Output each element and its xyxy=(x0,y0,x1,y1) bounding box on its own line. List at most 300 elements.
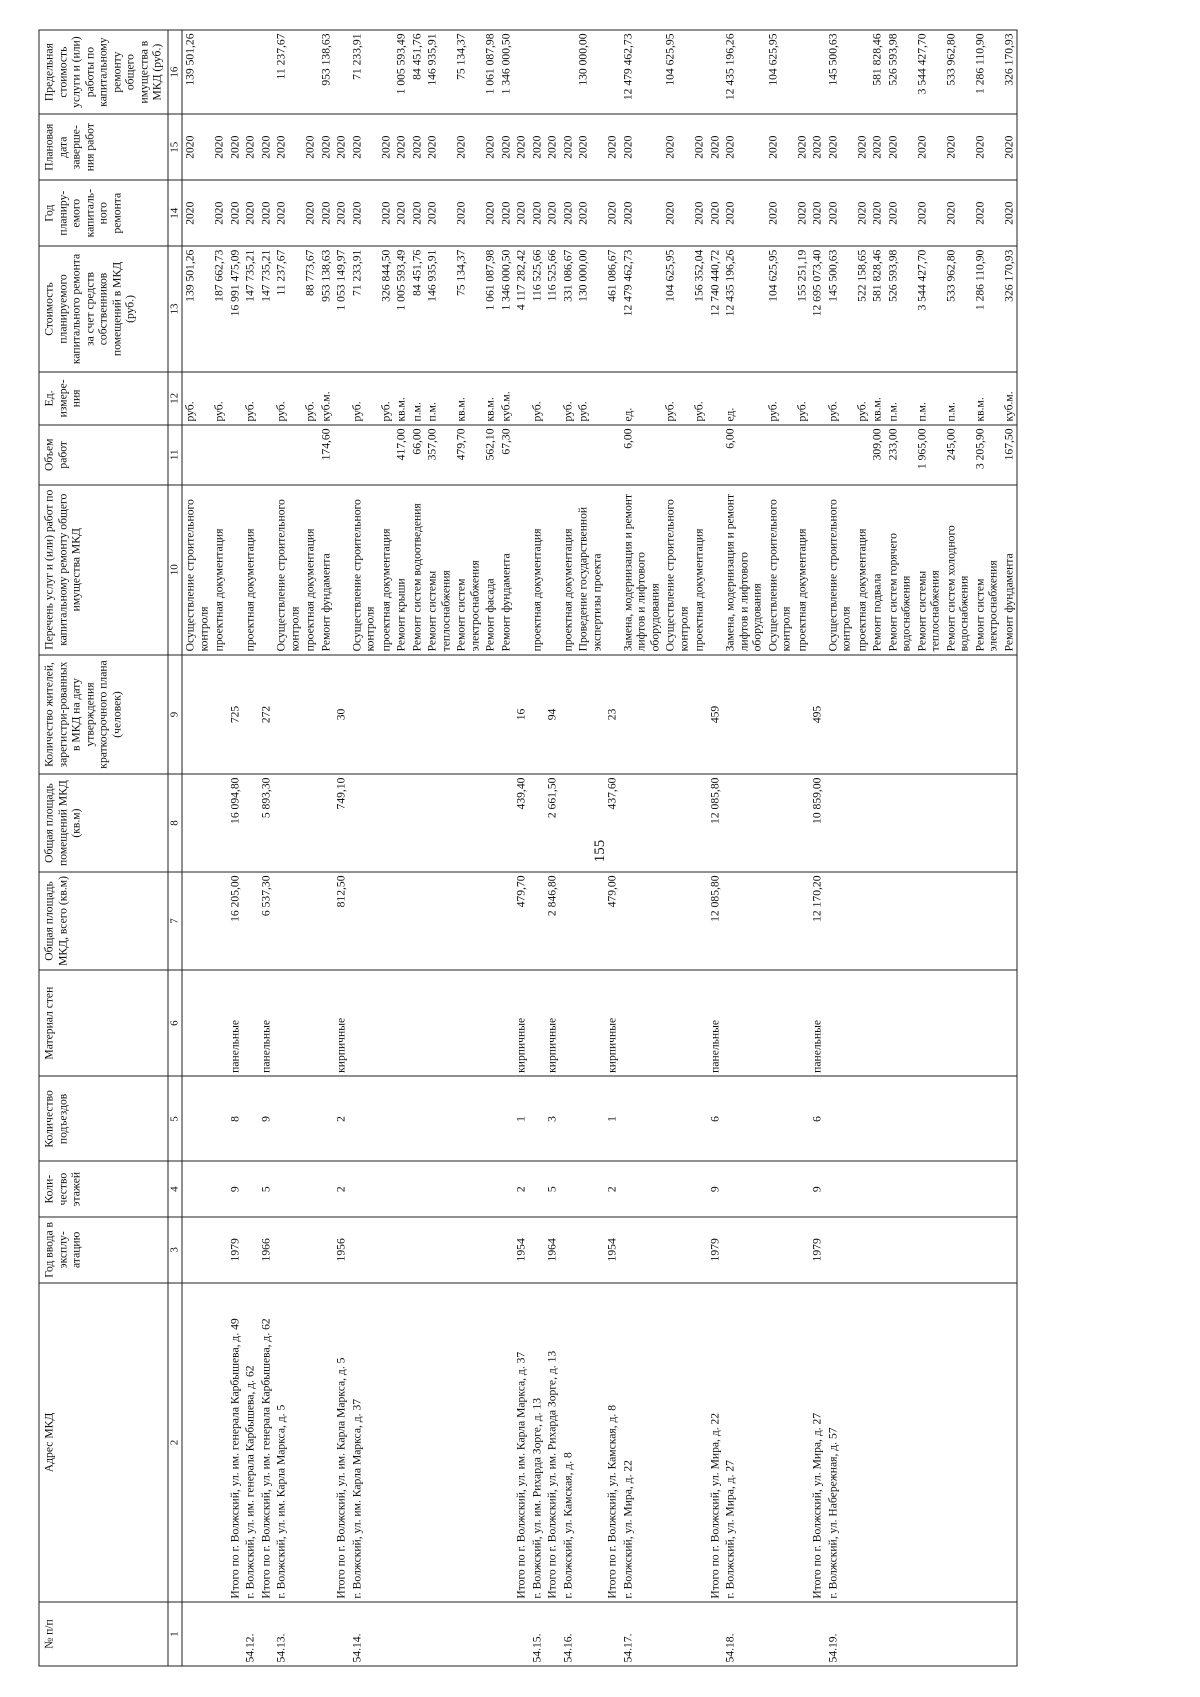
cell-col-10: Ремонт фундамента xyxy=(498,485,514,655)
cell-col-4 xyxy=(825,1162,854,1217)
cell-col-8 xyxy=(529,774,545,872)
cell-col-1 xyxy=(498,1602,514,1666)
cell-col-10: проектная документация xyxy=(794,485,810,655)
cell-col-11 xyxy=(303,425,319,485)
column-number-15: 15 xyxy=(168,114,183,180)
cell-col-16: 3 544 427,70 xyxy=(914,30,943,114)
cell-col-10 xyxy=(514,485,530,655)
cell-col-5 xyxy=(378,1076,394,1161)
cell-col-13: 75 134,37 xyxy=(454,246,483,372)
column-number-13: 13 xyxy=(168,246,183,372)
cell-col-9 xyxy=(483,655,499,774)
cell-col-15: 2020 xyxy=(765,114,794,180)
table-row xyxy=(227,30,243,1666)
cell-col-5 xyxy=(349,1076,378,1161)
cell-col-3: 1979 xyxy=(707,1217,723,1283)
cell-col-6: кирпичные xyxy=(514,970,530,1076)
cell-col-5: 1 xyxy=(605,1076,621,1161)
cell-col-2: Итого по г. Волжский, ул. им. генерала Карбышева, д. 62 xyxy=(258,1283,274,1602)
cell-col-11: 67,30 xyxy=(498,425,514,485)
cell-col-4: 2 xyxy=(514,1162,530,1217)
cell-col-14: 2020 xyxy=(182,180,212,246)
cell-col-9 xyxy=(182,655,212,774)
cell-col-2 xyxy=(1001,1283,1017,1602)
cell-col-4 xyxy=(303,1162,319,1217)
cell-col-7 xyxy=(274,872,303,970)
column-header-4: Коли-чество этажей xyxy=(39,1162,168,1217)
cell-col-11: 3 205,90 xyxy=(972,425,1001,485)
cell-col-2 xyxy=(576,1283,605,1602)
cell-col-16: 953 138,63 xyxy=(318,30,334,114)
cell-col-3 xyxy=(182,1217,212,1283)
cell-col-6 xyxy=(765,970,794,1076)
cell-col-8 xyxy=(425,774,454,872)
cell-col-9 xyxy=(212,655,228,774)
table-row xyxy=(914,30,943,1666)
cell-col-8 xyxy=(498,774,514,872)
cell-col-10: проектная документация xyxy=(854,485,870,655)
cell-col-15: 2020 xyxy=(182,114,212,180)
cell-col-9 xyxy=(692,655,708,774)
column-number-12: 12 xyxy=(168,372,183,425)
cell-col-5 xyxy=(243,1076,259,1161)
cell-col-2: Итого по г. Волжский, ул. им. Карла Маркса, д. 37 xyxy=(514,1283,530,1602)
cell-col-12: руб. xyxy=(560,372,576,425)
cell-col-12: куб.м. xyxy=(1001,372,1017,425)
cell-col-11 xyxy=(663,425,692,485)
cell-col-6 xyxy=(870,970,886,1076)
cell-col-15: 2020 xyxy=(258,114,274,180)
cell-col-11 xyxy=(825,425,854,485)
cell-col-1 xyxy=(663,1602,692,1666)
cell-col-16 xyxy=(545,30,561,114)
table-row xyxy=(576,30,605,1666)
cell-col-5: 9 xyxy=(258,1076,274,1161)
cell-col-13: 953 138,63 xyxy=(318,246,334,372)
table-row xyxy=(825,30,854,1666)
cell-col-14: 2020 xyxy=(258,180,274,246)
cell-col-10: Ремонт фундамента xyxy=(318,485,334,655)
cell-col-14: 2020 xyxy=(692,180,708,246)
cell-col-6 xyxy=(243,970,259,1076)
cell-col-15: 2020 xyxy=(914,114,943,180)
cell-col-8 xyxy=(409,774,425,872)
cell-col-16 xyxy=(514,30,530,114)
table-row xyxy=(943,30,972,1666)
cell-col-1 xyxy=(707,1602,723,1666)
column-header-14: Год планиру-емого капиталь-ного ремонта xyxy=(39,180,168,246)
cell-col-14: 2020 xyxy=(274,180,303,246)
cell-col-1: 54.13. xyxy=(274,1602,303,1666)
cell-col-2 xyxy=(318,1283,334,1602)
cell-col-5 xyxy=(885,1076,914,1161)
column-header-16: Предельная стоимость услуги и (или) работы по капитальному ремонту общего имущества в МКД (руб.) xyxy=(39,30,168,114)
cell-col-1 xyxy=(212,1602,228,1666)
cell-col-4: 9 xyxy=(810,1162,826,1217)
cell-col-1 xyxy=(576,1602,605,1666)
cell-col-15: 2020 xyxy=(692,114,708,180)
cell-col-9 xyxy=(394,655,410,774)
cell-col-10: Ремонт систем электроснабжения xyxy=(972,485,1001,655)
cell-col-8 xyxy=(854,774,870,872)
cell-col-12: руб. xyxy=(274,372,303,425)
cell-col-8 xyxy=(663,774,692,872)
cell-col-3 xyxy=(274,1217,303,1283)
cell-col-13: 526 593,98 xyxy=(885,246,914,372)
cell-col-15: 2020 xyxy=(349,114,378,180)
cell-col-11 xyxy=(212,425,228,485)
cell-col-9 xyxy=(972,655,1001,774)
cell-col-16: 104 625,95 xyxy=(663,30,692,114)
cell-col-12: руб. xyxy=(794,372,810,425)
cell-col-15: 2020 xyxy=(483,114,499,180)
cell-col-9 xyxy=(723,655,766,774)
cell-col-14: 2020 xyxy=(318,180,334,246)
cell-col-2: Итого по г. Волжский, ул. им. генерала Карбышева, д. 49 xyxy=(227,1283,243,1602)
cell-col-4 xyxy=(885,1162,914,1217)
cell-col-13: 147 735,21 xyxy=(243,246,259,372)
cell-col-4 xyxy=(723,1162,766,1217)
table-row xyxy=(258,30,274,1666)
cell-col-15: 2020 xyxy=(885,114,914,180)
cell-col-6 xyxy=(425,970,454,1076)
cell-col-6 xyxy=(972,970,1001,1076)
cell-col-3: 1979 xyxy=(227,1217,243,1283)
cell-col-10: Ремонт подвала xyxy=(870,485,886,655)
cell-col-1 xyxy=(514,1602,530,1666)
cell-col-2 xyxy=(303,1283,319,1602)
cell-col-4 xyxy=(794,1162,810,1217)
cell-col-3 xyxy=(723,1217,766,1283)
cell-col-13: 116 525,66 xyxy=(545,246,561,372)
cell-col-3: 1954 xyxy=(514,1217,530,1283)
cell-col-3 xyxy=(576,1217,605,1283)
cell-col-12 xyxy=(334,372,350,425)
cell-col-2 xyxy=(972,1283,1001,1602)
cell-col-5: 8 xyxy=(227,1076,243,1161)
cell-col-8 xyxy=(1001,774,1017,872)
cell-col-8 xyxy=(723,774,766,872)
cell-col-12 xyxy=(514,372,530,425)
cell-col-2: Итого по г. Волжский, ул. Камская, д. 8 xyxy=(605,1283,621,1602)
cell-col-9 xyxy=(870,655,886,774)
cell-col-16 xyxy=(707,30,723,114)
cell-col-6 xyxy=(212,970,228,1076)
cell-col-4 xyxy=(870,1162,886,1217)
cell-col-1 xyxy=(483,1602,499,1666)
cell-col-2: Итого по г. Волжский, ул. им. Карла Маркса, д. 5 xyxy=(334,1283,350,1602)
table-row xyxy=(972,30,1001,1666)
cell-col-7 xyxy=(870,872,886,970)
cell-col-3 xyxy=(663,1217,692,1283)
cell-col-8 xyxy=(620,774,663,872)
cell-col-9 xyxy=(349,655,378,774)
cell-col-12: кв.м. xyxy=(870,372,886,425)
cell-col-1 xyxy=(765,1602,794,1666)
cell-col-14: 2020 xyxy=(707,180,723,246)
cell-col-14: 2020 xyxy=(514,180,530,246)
cell-col-16 xyxy=(303,30,319,114)
cell-col-16: 130 000,00 xyxy=(576,30,605,114)
cell-col-1 xyxy=(454,1602,483,1666)
cell-col-7 xyxy=(576,872,605,970)
cell-col-7: 812,50 xyxy=(334,872,350,970)
cell-col-12 xyxy=(810,372,826,425)
cell-col-1 xyxy=(605,1602,621,1666)
cell-col-4 xyxy=(454,1162,483,1217)
cell-col-14: 2020 xyxy=(243,180,259,246)
cell-col-7 xyxy=(692,872,708,970)
cell-col-7 xyxy=(425,872,454,970)
cell-col-4 xyxy=(498,1162,514,1217)
cell-col-1 xyxy=(870,1602,886,1666)
cell-col-16: 526 593,98 xyxy=(885,30,914,114)
cell-col-13: 187 662,73 xyxy=(212,246,228,372)
cell-col-7 xyxy=(409,872,425,970)
cell-col-8 xyxy=(943,774,972,872)
cell-col-1 xyxy=(914,1602,943,1666)
cell-col-10 xyxy=(258,485,274,655)
cell-col-6 xyxy=(483,970,499,1076)
cell-col-3 xyxy=(378,1217,394,1283)
cell-col-4 xyxy=(483,1162,499,1217)
cell-col-9 xyxy=(243,655,259,774)
cell-col-11: 174,60 xyxy=(318,425,334,485)
table-row xyxy=(663,30,692,1666)
cell-col-8 xyxy=(303,774,319,872)
cell-col-6: кирпичные xyxy=(605,970,621,1076)
cell-col-3: 1979 xyxy=(810,1217,826,1283)
cell-col-15: 2020 xyxy=(318,114,334,180)
cell-col-11: 357,00 xyxy=(425,425,454,485)
cell-col-10: Замена, модернизация и ремонт лифтов и лифтового оборудования xyxy=(723,485,766,655)
cell-col-12: руб. xyxy=(182,372,212,425)
cell-col-4 xyxy=(620,1162,663,1217)
cell-col-2 xyxy=(794,1283,810,1602)
cell-col-15: 2020 xyxy=(529,114,545,180)
cell-col-16 xyxy=(854,30,870,114)
cell-col-14: 2020 xyxy=(870,180,886,246)
cell-col-4 xyxy=(529,1162,545,1217)
cell-col-13: 1 061 087,98 xyxy=(483,246,499,372)
cell-col-13: 146 935,91 xyxy=(425,246,454,372)
cell-col-14: 2020 xyxy=(943,180,972,246)
cell-col-1 xyxy=(794,1602,810,1666)
cell-col-2: Итого по г. Волжский, ул. Мира, д. 22 xyxy=(707,1283,723,1602)
cell-col-14: 2020 xyxy=(425,180,454,246)
cell-col-4 xyxy=(972,1162,1001,1217)
cell-col-7 xyxy=(943,872,972,970)
cell-col-11 xyxy=(692,425,708,485)
capital-repair-table-sheet xyxy=(39,30,1163,1667)
cell-col-9 xyxy=(663,655,692,774)
cell-col-2 xyxy=(182,1283,212,1602)
cell-col-12: кв.м. xyxy=(454,372,483,425)
cell-col-13: 581 828,46 xyxy=(870,246,886,372)
cell-col-14: 2020 xyxy=(560,180,576,246)
table-row xyxy=(349,30,378,1666)
cell-col-6: кирпичные xyxy=(545,970,561,1076)
cell-col-14: 2020 xyxy=(529,180,545,246)
cell-col-15: 2020 xyxy=(425,114,454,180)
cell-col-6 xyxy=(529,970,545,1076)
cell-col-13: 139 501,26 xyxy=(182,246,212,372)
cell-col-8: 439,40 xyxy=(514,774,530,872)
cell-col-9: 23 xyxy=(605,655,621,774)
cell-col-7 xyxy=(378,872,394,970)
cell-col-8 xyxy=(454,774,483,872)
cell-col-6 xyxy=(560,970,576,1076)
cell-col-2: г. Волжский, ул. Мира, д. 27 xyxy=(723,1283,766,1602)
cell-col-16 xyxy=(334,30,350,114)
cell-col-8 xyxy=(972,774,1001,872)
cell-col-8: 749,10 xyxy=(334,774,350,872)
cell-col-7 xyxy=(212,872,228,970)
table-row xyxy=(605,30,621,1666)
cell-col-5 xyxy=(394,1076,410,1161)
table-row xyxy=(692,30,708,1666)
cell-col-1 xyxy=(394,1602,410,1666)
table-row xyxy=(765,30,794,1666)
cell-col-8 xyxy=(576,774,605,872)
cell-col-9 xyxy=(318,655,334,774)
cell-col-9 xyxy=(454,655,483,774)
cell-col-6 xyxy=(274,970,303,1076)
cell-col-11 xyxy=(810,425,826,485)
cell-col-16 xyxy=(258,30,274,114)
cell-col-14: 2020 xyxy=(854,180,870,246)
table-body xyxy=(182,30,1017,1666)
cell-col-16: 1 005 593,49 xyxy=(394,30,410,114)
cell-col-13: 331 086,67 xyxy=(560,246,576,372)
cell-col-6 xyxy=(576,970,605,1076)
cell-col-5 xyxy=(274,1076,303,1161)
cell-col-11 xyxy=(274,425,303,485)
cell-col-4: 5 xyxy=(545,1162,561,1217)
cell-col-16: 11 237,67 xyxy=(274,30,303,114)
cell-col-6: панельные xyxy=(707,970,723,1076)
cell-col-9 xyxy=(576,655,605,774)
cell-col-12: п.м. xyxy=(425,372,454,425)
cell-col-2 xyxy=(692,1283,708,1602)
table-row xyxy=(318,30,334,1666)
cell-col-1 xyxy=(1001,1602,1017,1666)
cell-col-6 xyxy=(498,970,514,1076)
cell-col-2: Итого по г. Волжский, ул. им. Рихарда Зорге, д. 13 xyxy=(545,1283,561,1602)
cell-col-13: 156 352,04 xyxy=(692,246,708,372)
cell-col-3 xyxy=(483,1217,499,1283)
cell-col-10 xyxy=(707,485,723,655)
cell-col-6 xyxy=(394,970,410,1076)
cell-col-4 xyxy=(243,1162,259,1217)
cell-col-5 xyxy=(529,1076,545,1161)
cell-col-5 xyxy=(212,1076,228,1161)
cell-col-15: 2020 xyxy=(545,114,561,180)
cell-col-16: 326 170,93 xyxy=(1001,30,1017,114)
table-row xyxy=(885,30,914,1666)
cell-col-14: 2020 xyxy=(972,180,1001,246)
cell-col-8 xyxy=(560,774,576,872)
cell-col-5 xyxy=(972,1076,1001,1161)
cell-col-6: панельные xyxy=(227,970,243,1076)
column-header-8: Общая площадь помещений МКД (кв.м) xyxy=(39,774,168,872)
cell-col-13: 1 053 149,97 xyxy=(334,246,350,372)
cell-col-9 xyxy=(425,655,454,774)
cell-col-4 xyxy=(274,1162,303,1217)
table-row xyxy=(425,30,454,1666)
cell-col-6 xyxy=(854,970,870,1076)
cell-col-5 xyxy=(454,1076,483,1161)
cell-col-12: руб. xyxy=(212,372,228,425)
cell-col-10: Ремонт фундамента xyxy=(1001,485,1017,655)
cell-col-4: 2 xyxy=(605,1162,621,1217)
cell-col-11: 479,70 xyxy=(454,425,483,485)
cell-col-9 xyxy=(914,655,943,774)
cell-col-1 xyxy=(810,1602,826,1666)
cell-col-7 xyxy=(454,872,483,970)
cell-col-15: 2020 xyxy=(303,114,319,180)
cell-col-1: 54.12. xyxy=(243,1602,259,1666)
cell-col-14: 2020 xyxy=(303,180,319,246)
cell-col-16: 12 435 196,26 xyxy=(723,30,766,114)
cell-col-10: Осуществление строительного контроля xyxy=(349,485,378,655)
cell-col-7 xyxy=(1001,872,1017,970)
cell-col-8 xyxy=(885,774,914,872)
cell-col-16 xyxy=(212,30,228,114)
cell-col-2: г. Волжский, ул. Камская, д. 8 xyxy=(560,1283,576,1602)
cell-col-14: 2020 xyxy=(227,180,243,246)
cell-col-3 xyxy=(560,1217,576,1283)
cell-col-16 xyxy=(560,30,576,114)
cell-col-10: Ремонт крыши xyxy=(394,485,410,655)
cell-col-9 xyxy=(409,655,425,774)
column-number-3: 3 xyxy=(168,1217,183,1283)
cell-col-2: г. Волжский, ул. им. генерала Карбышева, д. 62 xyxy=(243,1283,259,1602)
cell-col-11 xyxy=(243,425,259,485)
cell-col-2: Итого по г. Волжский, ул. Мира, д. 27 xyxy=(810,1283,826,1602)
cell-col-2 xyxy=(885,1283,914,1602)
cell-col-4 xyxy=(914,1162,943,1217)
cell-col-9 xyxy=(885,655,914,774)
cell-col-13: 1 286 110,90 xyxy=(972,246,1001,372)
cell-col-5 xyxy=(825,1076,854,1161)
cell-col-11: 6,00 xyxy=(620,425,663,485)
cell-col-14: 2020 xyxy=(483,180,499,246)
cell-col-2: г. Волжский, ул. им. Карла Маркса, д. 5 xyxy=(274,1283,303,1602)
cell-col-10 xyxy=(810,485,826,655)
table-row xyxy=(243,30,259,1666)
cell-col-5: 2 xyxy=(334,1076,350,1161)
cell-col-13: 4 117 282,42 xyxy=(514,246,530,372)
cell-col-13: 88 773,67 xyxy=(303,246,319,372)
cell-col-5 xyxy=(498,1076,514,1161)
table-row xyxy=(794,30,810,1666)
cell-col-10 xyxy=(227,485,243,655)
cell-col-16 xyxy=(605,30,621,114)
cell-col-12: кв.м. xyxy=(972,372,1001,425)
cell-col-4 xyxy=(943,1162,972,1217)
cell-col-3 xyxy=(885,1217,914,1283)
table-row xyxy=(514,30,530,1666)
cell-col-7 xyxy=(765,872,794,970)
cell-col-8 xyxy=(274,774,303,872)
cell-col-12: руб. xyxy=(529,372,545,425)
cell-col-8 xyxy=(243,774,259,872)
column-header-11: Объем работ xyxy=(39,425,168,485)
cell-col-9 xyxy=(378,655,394,774)
cell-col-7 xyxy=(914,872,943,970)
cell-col-3 xyxy=(303,1217,319,1283)
